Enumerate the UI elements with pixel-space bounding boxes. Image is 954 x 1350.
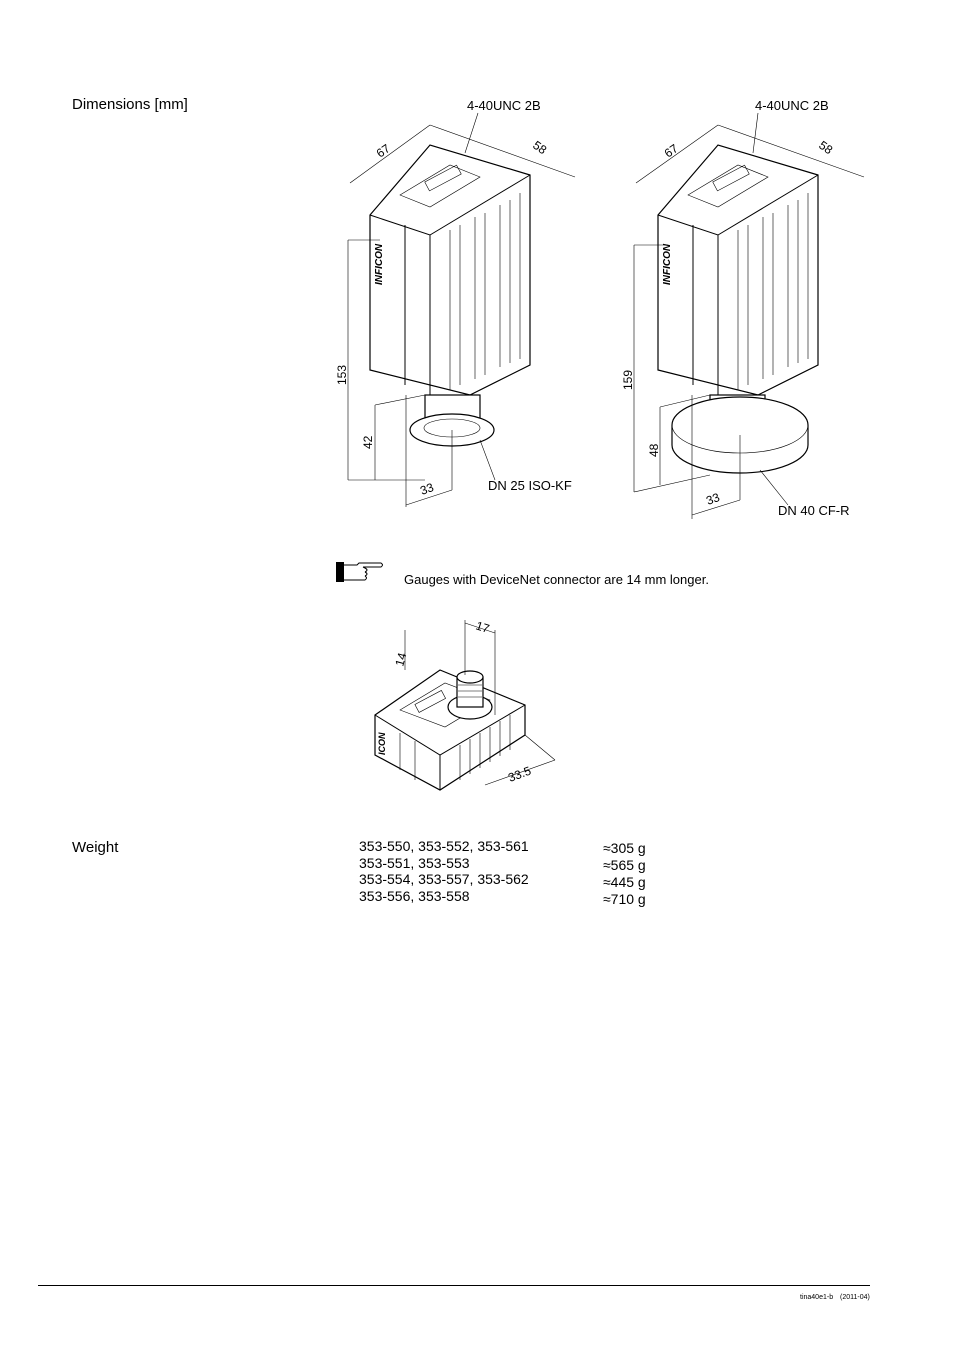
dim-connector-depth: 33.5 bbox=[506, 763, 533, 785]
dimensions-label: Dimensions [mm] bbox=[72, 96, 188, 113]
dim-connector-top: 17 bbox=[474, 618, 492, 636]
dim-offset-right: 33 bbox=[704, 490, 722, 508]
dim-width-left: 67 bbox=[373, 141, 393, 161]
note-text: Gauges with DeviceNet connector are 14 mm longer. bbox=[404, 572, 709, 587]
weight-value: ≈710 g bbox=[603, 891, 646, 907]
weight-label: Weight bbox=[72, 839, 119, 856]
dim-width-right: 67 bbox=[661, 141, 681, 161]
gauge-drawing-right bbox=[620, 95, 890, 525]
connector-brand: ICON bbox=[377, 732, 387, 755]
dim-depth-left: 58 bbox=[530, 137, 550, 158]
footer-date: (2011-04) bbox=[840, 1294, 870, 1301]
dim-offset-left: 33 bbox=[418, 480, 436, 498]
pointing-hand-icon bbox=[335, 560, 385, 584]
weight-models-row: 353-550, 353-552, 353-561 bbox=[359, 838, 529, 854]
dim-depth-right: 58 bbox=[816, 137, 836, 158]
brand-logo-right: INFICON bbox=[662, 243, 673, 285]
brand-logo-left: INFICON bbox=[374, 243, 385, 285]
thread-label-right: 4-40UNC 2B bbox=[755, 98, 829, 113]
weight-models-row: 353-551, 353-553 bbox=[359, 855, 470, 871]
weight-models-row: 353-556, 353-558 bbox=[359, 888, 470, 904]
weight-value: ≈565 g bbox=[603, 857, 646, 873]
dim-height-left: 153 bbox=[335, 364, 349, 385]
flange-label-right: DN 40 CF-R bbox=[778, 503, 850, 518]
weight-value: ≈445 g bbox=[603, 874, 646, 890]
dim-flange-height-right: 48 bbox=[647, 443, 661, 457]
gauge-drawing-left bbox=[330, 95, 600, 525]
footer-rule bbox=[38, 1285, 870, 1286]
dim-connector-side: 14 bbox=[392, 651, 410, 668]
thread-label-left: 4-40UNC 2B bbox=[467, 98, 541, 113]
weight-models-row: 353-554, 353-557, 353-562 bbox=[359, 871, 529, 887]
flange-label-left: DN 25 ISO-KF bbox=[488, 478, 572, 493]
dim-height-right: 159 bbox=[621, 369, 635, 390]
weight-value: ≈305 g bbox=[603, 840, 646, 856]
connector-drawing bbox=[365, 615, 575, 800]
dim-flange-height-left: 42 bbox=[361, 435, 375, 449]
footer-doc-id: tina40e1-b bbox=[800, 1294, 834, 1301]
